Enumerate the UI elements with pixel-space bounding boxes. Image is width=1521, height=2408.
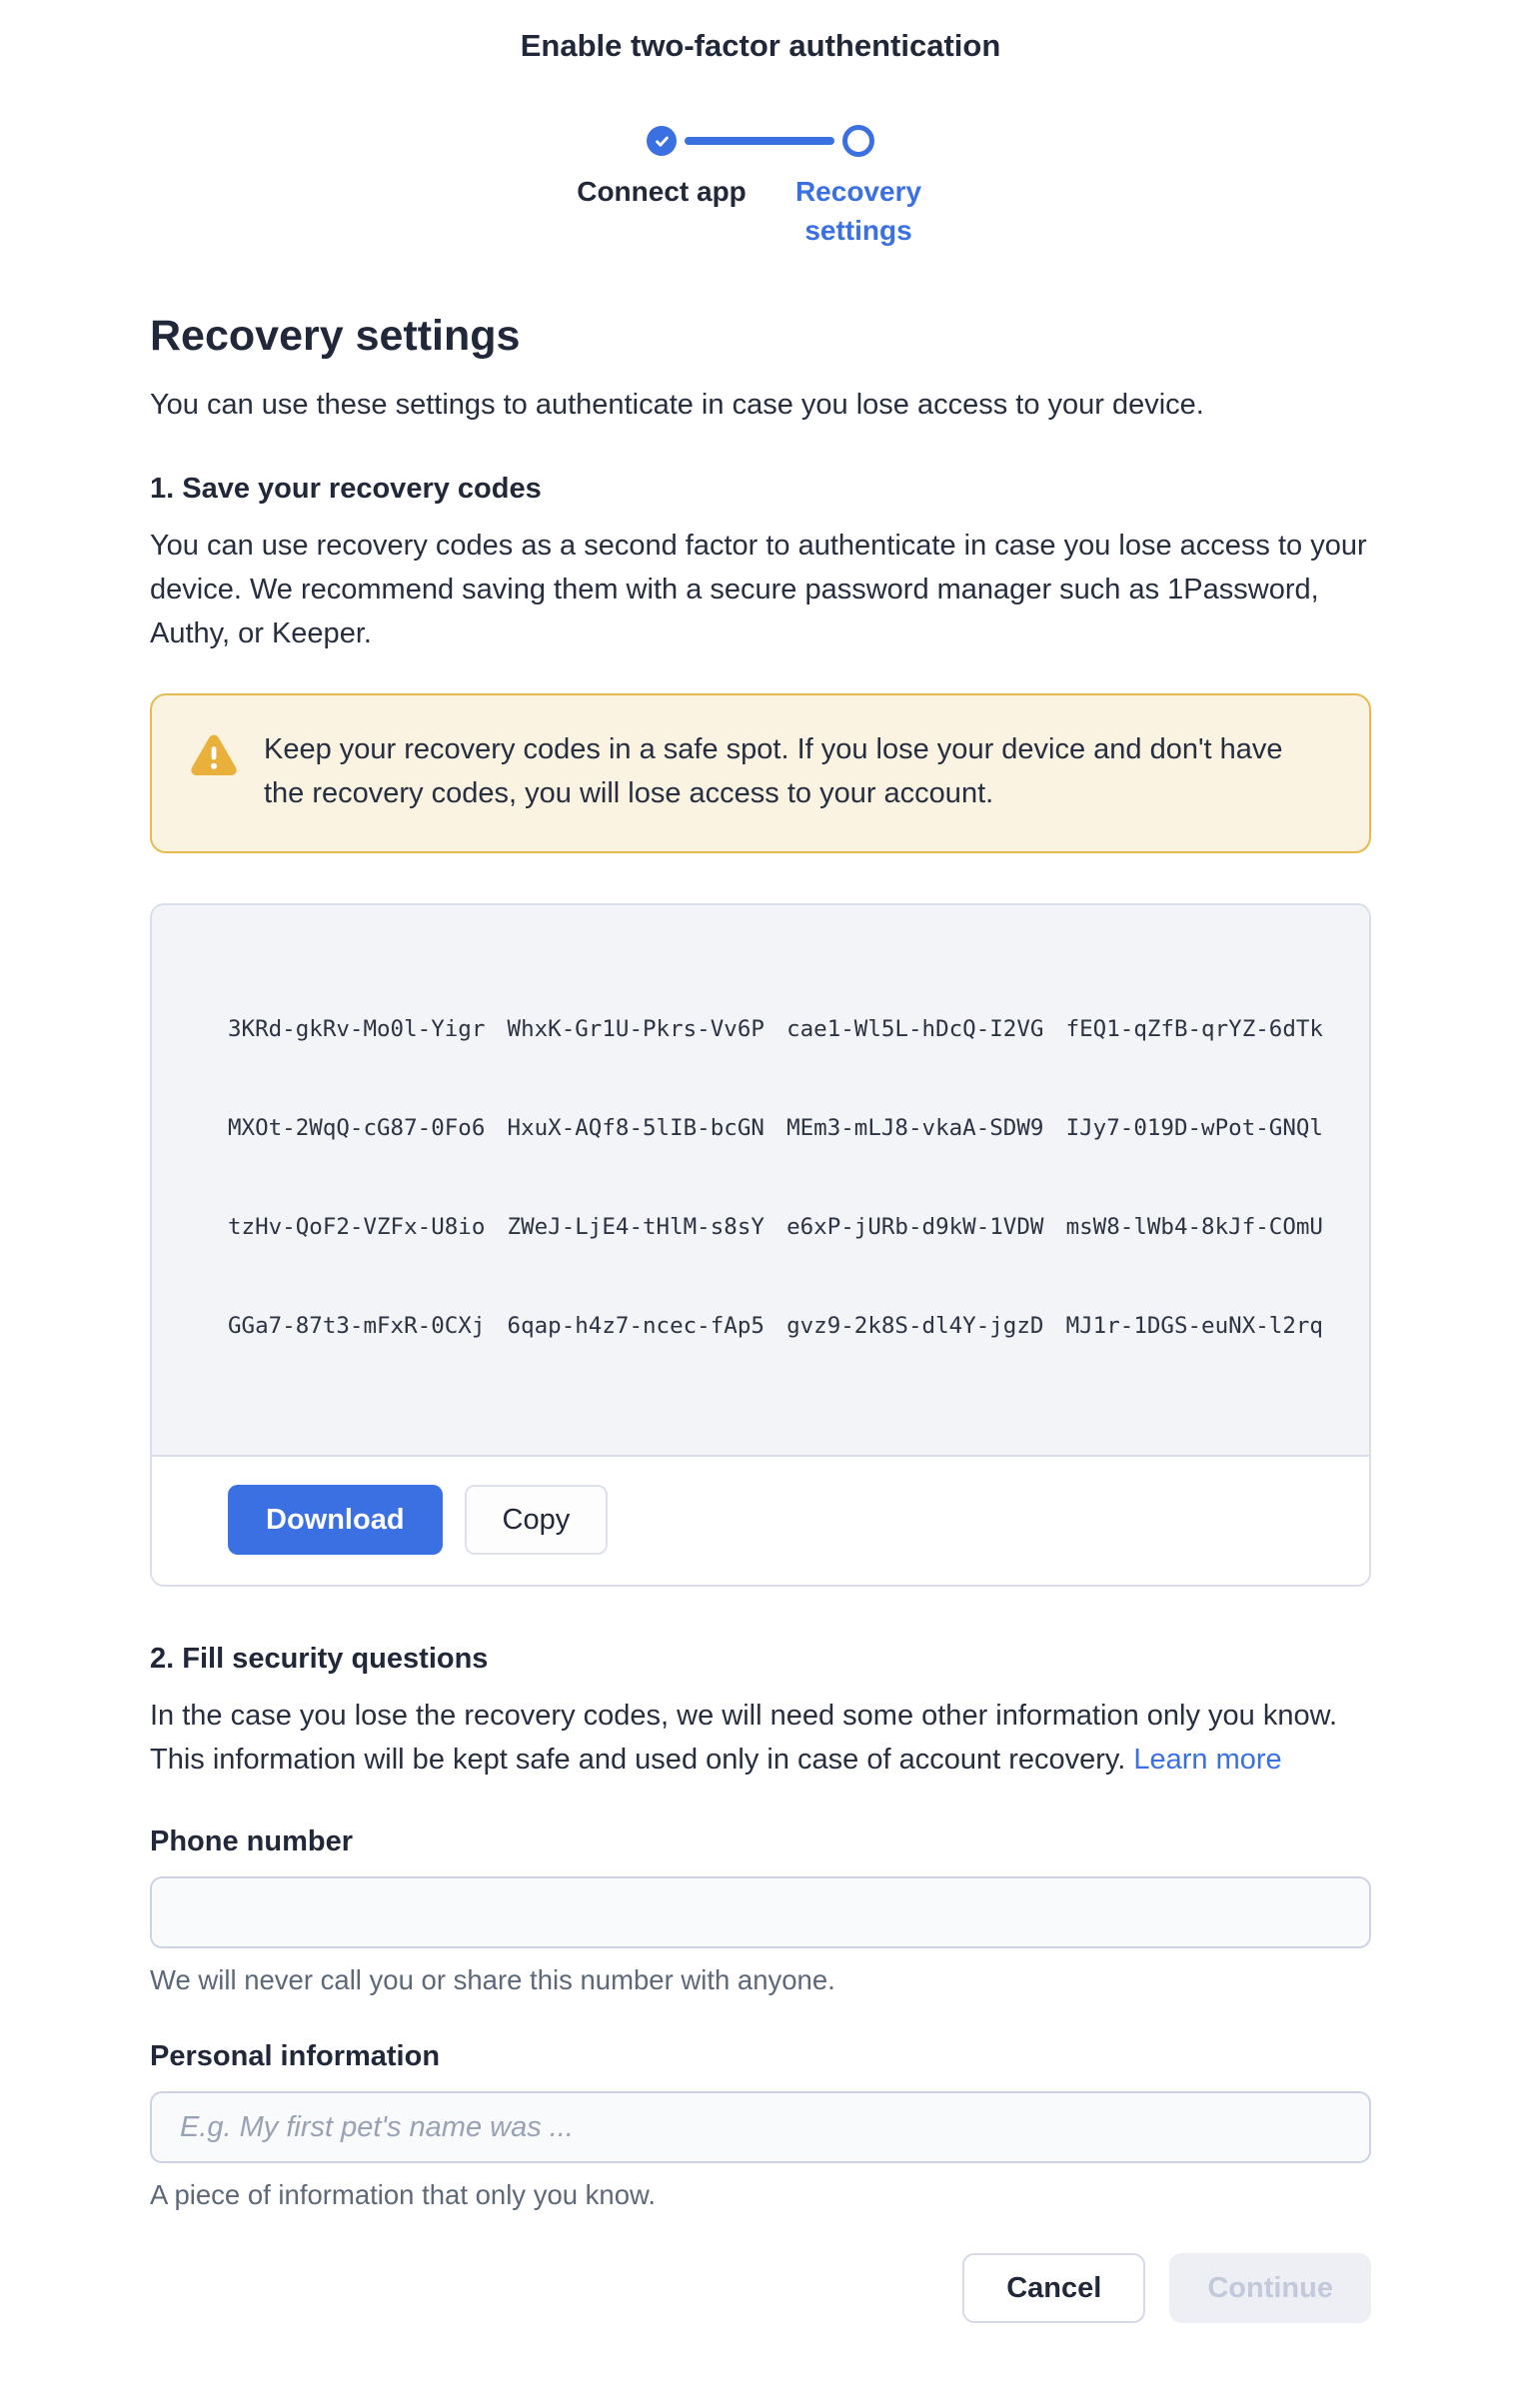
recovery-codes-card — [150, 903, 1371, 1587]
phone-number-label: Phone number — [150, 1825, 354, 1857]
recovery-code: e6xP-jURb-d9kW-1VDW — [786, 1214, 1044, 1240]
phone-number-helper: We will never call you or share this number with anyone. — [150, 1964, 835, 1995]
step-recovery-settings[interactable] — [794, 126, 922, 246]
stepper-connector-line — [685, 137, 834, 145]
recovery-code: fEQ1-qZfB-qrYZ-6dTk — [1065, 1016, 1323, 1042]
section2-heading: 2. Fill security questions — [150, 1643, 489, 1675]
section1-description: You can use recovery codes as a second factor to authenticate in case you lose access to your device. We recommend saving them with a secure password manager such as 1Password, Authy, or Keeper. — [150, 530, 1367, 649]
personal-information-label: Personal information — [150, 2040, 441, 2072]
personal-information-helper: A piece of information that only you know. — [150, 2179, 656, 2210]
phone-number-field — [150, 1825, 1371, 1996]
recovery-code: GGa7-87t3-mFxR-0CXj — [228, 1313, 486, 1339]
step-label-recovery-settings: Recovery settings — [794, 176, 922, 246]
codes-actions — [152, 1457, 1369, 1585]
cancel-button[interactable]: Cancel — [962, 2253, 1145, 2323]
recovery-code: msW8-lWb4-8kJf-COmU — [1065, 1214, 1323, 1240]
codes-column-1 — [228, 947, 485, 1409]
footer-actions — [150, 2253, 1371, 2408]
recovery-codes-panel — [152, 905, 1369, 1457]
recovery-code: 3KRd-gkRv-Mo0l-Yigr — [228, 1016, 486, 1042]
check-icon — [654, 133, 671, 150]
phone-number-input[interactable] — [150, 1876, 1371, 1948]
recovery-code: cae1-Wl5L-hDcQ-I2VG — [786, 1016, 1044, 1042]
stepper — [0, 126, 1521, 258]
recovery-code: MXOt-2WqQ-cG87-0Fo6 — [228, 1115, 486, 1141]
step-connect-app[interactable] — [577, 126, 747, 207]
step-label-connect-app: Connect app — [577, 176, 747, 207]
section2-description — [150, 1694, 1371, 1782]
recovery-code: tzHv-QoF2-VZFx-U8io — [228, 1214, 486, 1240]
personal-information-input[interactable] — [150, 2091, 1371, 2163]
step-current-dot — [842, 125, 874, 157]
dialog-title: Enable two-factor authentication — [520, 28, 1001, 63]
learn-more-link[interactable]: Learn more — [1133, 1744, 1282, 1776]
download-button[interactable]: Download — [228, 1485, 443, 1555]
warning-text: Keep your recovery codes in a safe spot. If you lose your device and don't have the recovery codes, you will lose access to your account. — [264, 733, 1283, 809]
recovery-code: ZWeJ-LjE4-tHlM-s8sY — [507, 1214, 764, 1240]
recovery-code: HxuX-AQf8-5lIB-bcGN — [507, 1115, 764, 1141]
recovery-code: MEm3-mLJ8-vkaA-SDW9 — [786, 1115, 1044, 1141]
section2-description-text: In the case you lose the recovery codes, we will need some other information only you know. This information will be kept safe and used only in case of account recovery. — [150, 1700, 1338, 1776]
recovery-code: IJy7-019D-wPot-GNQl — [1065, 1115, 1323, 1141]
codes-column-3 — [786, 947, 1043, 1409]
personal-information-field — [150, 2040, 1371, 2211]
recovery-code: WhxK-Gr1U-Pkrs-Vv6P — [507, 1016, 764, 1042]
codes-column-2 — [508, 947, 764, 1409]
recovery-code: gvz9-2k8S-dl4Y-jgzD — [786, 1313, 1044, 1339]
recovery-code: MJ1r-1DGS-euNX-l2rq — [1065, 1313, 1323, 1339]
page-title: Recovery settings — [150, 312, 521, 360]
main-content — [150, 312, 1371, 2408]
page-intro: You can use these settings to authenticate in case you lose access to your device. — [150, 389, 1204, 421]
recovery-code: 6qap-h4z7-ncec-fAp5 — [507, 1313, 764, 1339]
codes-column-4 — [1066, 947, 1323, 1409]
copy-button[interactable]: Copy — [465, 1485, 609, 1555]
continue-button[interactable]: Continue — [1169, 2253, 1371, 2323]
section1-heading: 1. Save your recovery codes — [150, 473, 542, 505]
warning-triangle-icon — [190, 733, 238, 782]
warning-banner — [150, 693, 1371, 853]
step-complete-dot — [647, 126, 677, 156]
